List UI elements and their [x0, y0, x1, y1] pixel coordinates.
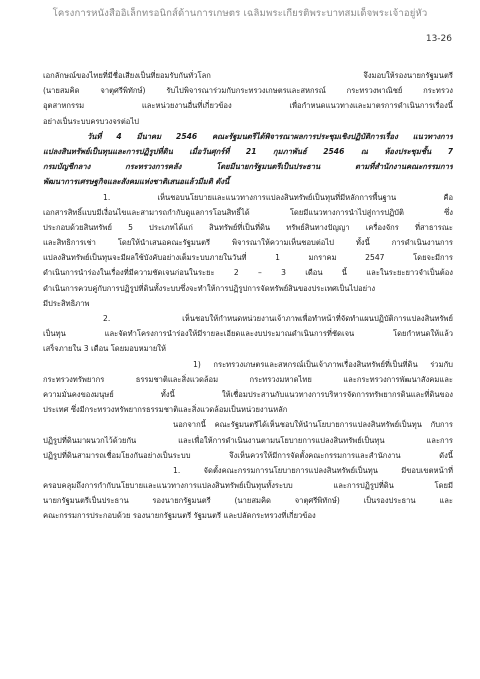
body-line: แปลงสินทรัพย์เป็นทุนจะมีผลใช้บังคับอย่างเต็มระบบภายในวันที่ 1 มกราคม 2547 โดยจะมีการ [43, 253, 453, 263]
body-line: เสร็จภายใน 3 เดือน โดยมอบหมายให้ [43, 344, 167, 354]
resolution-heading-line: วันที่ 4 มีนาคม 2546 คณะรัฐมนตรีได้พิจารณาผลการประชุมเชิงปฏิบัติการเรื่อง แนวทางการ [87, 131, 453, 141]
document-body [43, 68, 453, 524]
body-line: ความมั่นคงของมนุษย์ ทั้งนี้ ให้เชื่อมประสานกับแนวทางการบริหารจัดการทรัพยากรดินและที่ดินของ [43, 389, 453, 399]
body-line: นายกรัฐมนตรีเป็นประธาน รองนายกรัฐมนตรี (นายสมคิด จาตุศรีพิทักษ์) เป็นรองประธาน และ [43, 496, 453, 506]
body-line: ดำเนินการควบคู่กับการปฏิรูปที่ดินทั้งระบบซึ่งจะทำให้การปฏิรูปการจัดทรัพย์สินของประเทศเป็นไปอย่าง [43, 283, 376, 293]
body-line: และสิทธิการเช่า โดยให้นำเสนอคณะรัฐมนตรี พิจารณาให้ความเห็นชอบต่อไป ทั้งนี้ การดำเนินงานการ [43, 238, 453, 248]
body-line: ปฏิรูปที่ดินสามารถเชื่อมโยงกันอย่างเป็นระบบ จึงเห็นควรให้มีการจัดตั้งคณะกรรมการและสำนักงาน ดังนี้ [43, 450, 453, 460]
body-line: เอกลักษณ์ของไทยที่มีชื่อเสียงเป็นที่ยอมรับกันทั่วโลก จึงมอบให้รองนายกรัฐมนตรี [43, 71, 453, 80]
body-line: เป็นทุน และจัดทำโครงการนำร่องให้มีรายละเอียดและงบประมาณดำเนินการที่ชัดเจน โดยกำหนดให้แล้ว [43, 329, 453, 339]
subitem-1-line: 1) กระทรวงเกษตรและสหกรณ์เป็นเจ้าภาพเรื่องสินทรัพย์ที่เป็นที่ดิน ร่วมกับ [193, 359, 453, 369]
document-header: โครงการหนังสืออิเล็กทรอนิกส์ด้านการเกษตร เฉลิมพระเกียรติพระบาทสมเด็จพระเจ้าอยู่หัว [52, 8, 428, 19]
body-line: ประกอบด้วยสินทรัพย์ 5 ประเภทได้แก่ สินทรัพย์ที่เป็นที่ดิน ทรัพย์สินทางปัญญา เครื่องจักร ที่สาธารณะ [43, 222, 453, 232]
body-line: ปฏิรูปที่ดินมาผนวกไว้ด้วยกัน และเพื่อให้การดำเนินงานตามนโยบายการแปลงสินทรัพย์เป็นทุน และการ [43, 435, 453, 445]
committee-item-line: 1. จัดตั้งคณะกรรมการนโยบายการแปลงสินทรัพย์เป็นทุน มีขอบเขตหน้าที่ [173, 465, 453, 475]
body-line: อย่างเป็นระบบครบวงจรต่อไป [43, 116, 139, 126]
item-2-line: 2. เห็นชอบให้กำหนดหน่วยงานเจ้าภาพเพื่อทำหน้าที่จัดทำแผนปฏิบัติการแปลงสินทรัพย์ [103, 314, 453, 323]
body-line: คณะกรรมการประกอบด้วย รองนายกรัฐมนตรี รัฐมนตรี และปลัดกระทรวงที่เกี่ยวข้อง [43, 511, 316, 521]
resolution-heading-line: กรมบัญชีกลาง กระทรวงการคลัง โดยมีนายกรัฐมนตรีเป็นประธาน ตามที่สำนักงานคณะกรรมการ [43, 162, 453, 172]
body-line: อุตสาหกรรม และหน่วยงานอื่นที่เกี่ยวข้อง เพื่อกำหนดแนวทางและมาตรการดำเนินการเรื่องนี้ [43, 101, 453, 111]
body-line: ดำเนินการนำร่องในเรื่องที่มีความชัดเจนก่อนในระยะ 2 – 3 เดือน นี้ และในระยะยาวจำเป็นต้อง [43, 268, 453, 278]
page-number: 13-26 [425, 34, 452, 44]
body-line: กระทรวงทรัพยากร ธรรมชาติและสิ่งแวดล้อม กระทรวงมหาดไทย และกระทรวงการพัฒนาสังคมและ [43, 374, 453, 384]
resolution-heading-line: แปลงสินทรัพย์เป็นทุนและการปฏิรูปที่ดิน เมื่อวันศุกร์ที่ 21 กุมภาพันธ์ 2546 ณ ห้องประชุมชั้น 7 [43, 146, 453, 156]
resolution-heading-line: พัฒนาการเศรษฐกิจและสังคมแห่งชาติเสนอแล้วมีมติ ดังนี้ [43, 177, 230, 187]
body-line: ครอบคลุมถึงการกำกับนโยบายและแนวทางการแปลงสินทรัพย์เป็นทุนทั้งระบบ และการปฏิรูปที่ดิน โดยมี [43, 481, 453, 491]
paragraph-line: นอกจากนี้ คณะรัฐมนตรีได้เห็นชอบให้นำนโยบายการแปลงสินทรัพย์เป็นทุน กับการ [173, 420, 453, 430]
body-line: มีประสิทธิภาพ [43, 298, 90, 308]
body-line: เอกสารสิทธิ์แบบมีเงื่อนไขและสามารถกำกับดูแลการโอนสิทธิ์ได้ โดยมีแนวทางการนำไปสู่การปฏิบัติ ซึ่ง [43, 207, 453, 217]
body-line: (นายสมคิด จาตุศรีพิทักษ์) รับไปพิจารณาร่วมกับกระทรวงเกษตรและสหกรณ์ กระทรวงพาณิชย์ กระทรวง [43, 86, 453, 96]
item-1-line: 1. เห็นชอบนโยบายและแนวทางการแปลงสินทรัพย์เป็นทุนที่มีหลักการพื้นฐาน คือ [103, 192, 453, 202]
body-line: ประเทศ ซึ่งมีกระทรวงทรัพยากรธรรมชาติและสิ่งแวดล้อมเป็นหน่วยงานหลัก [43, 405, 288, 415]
